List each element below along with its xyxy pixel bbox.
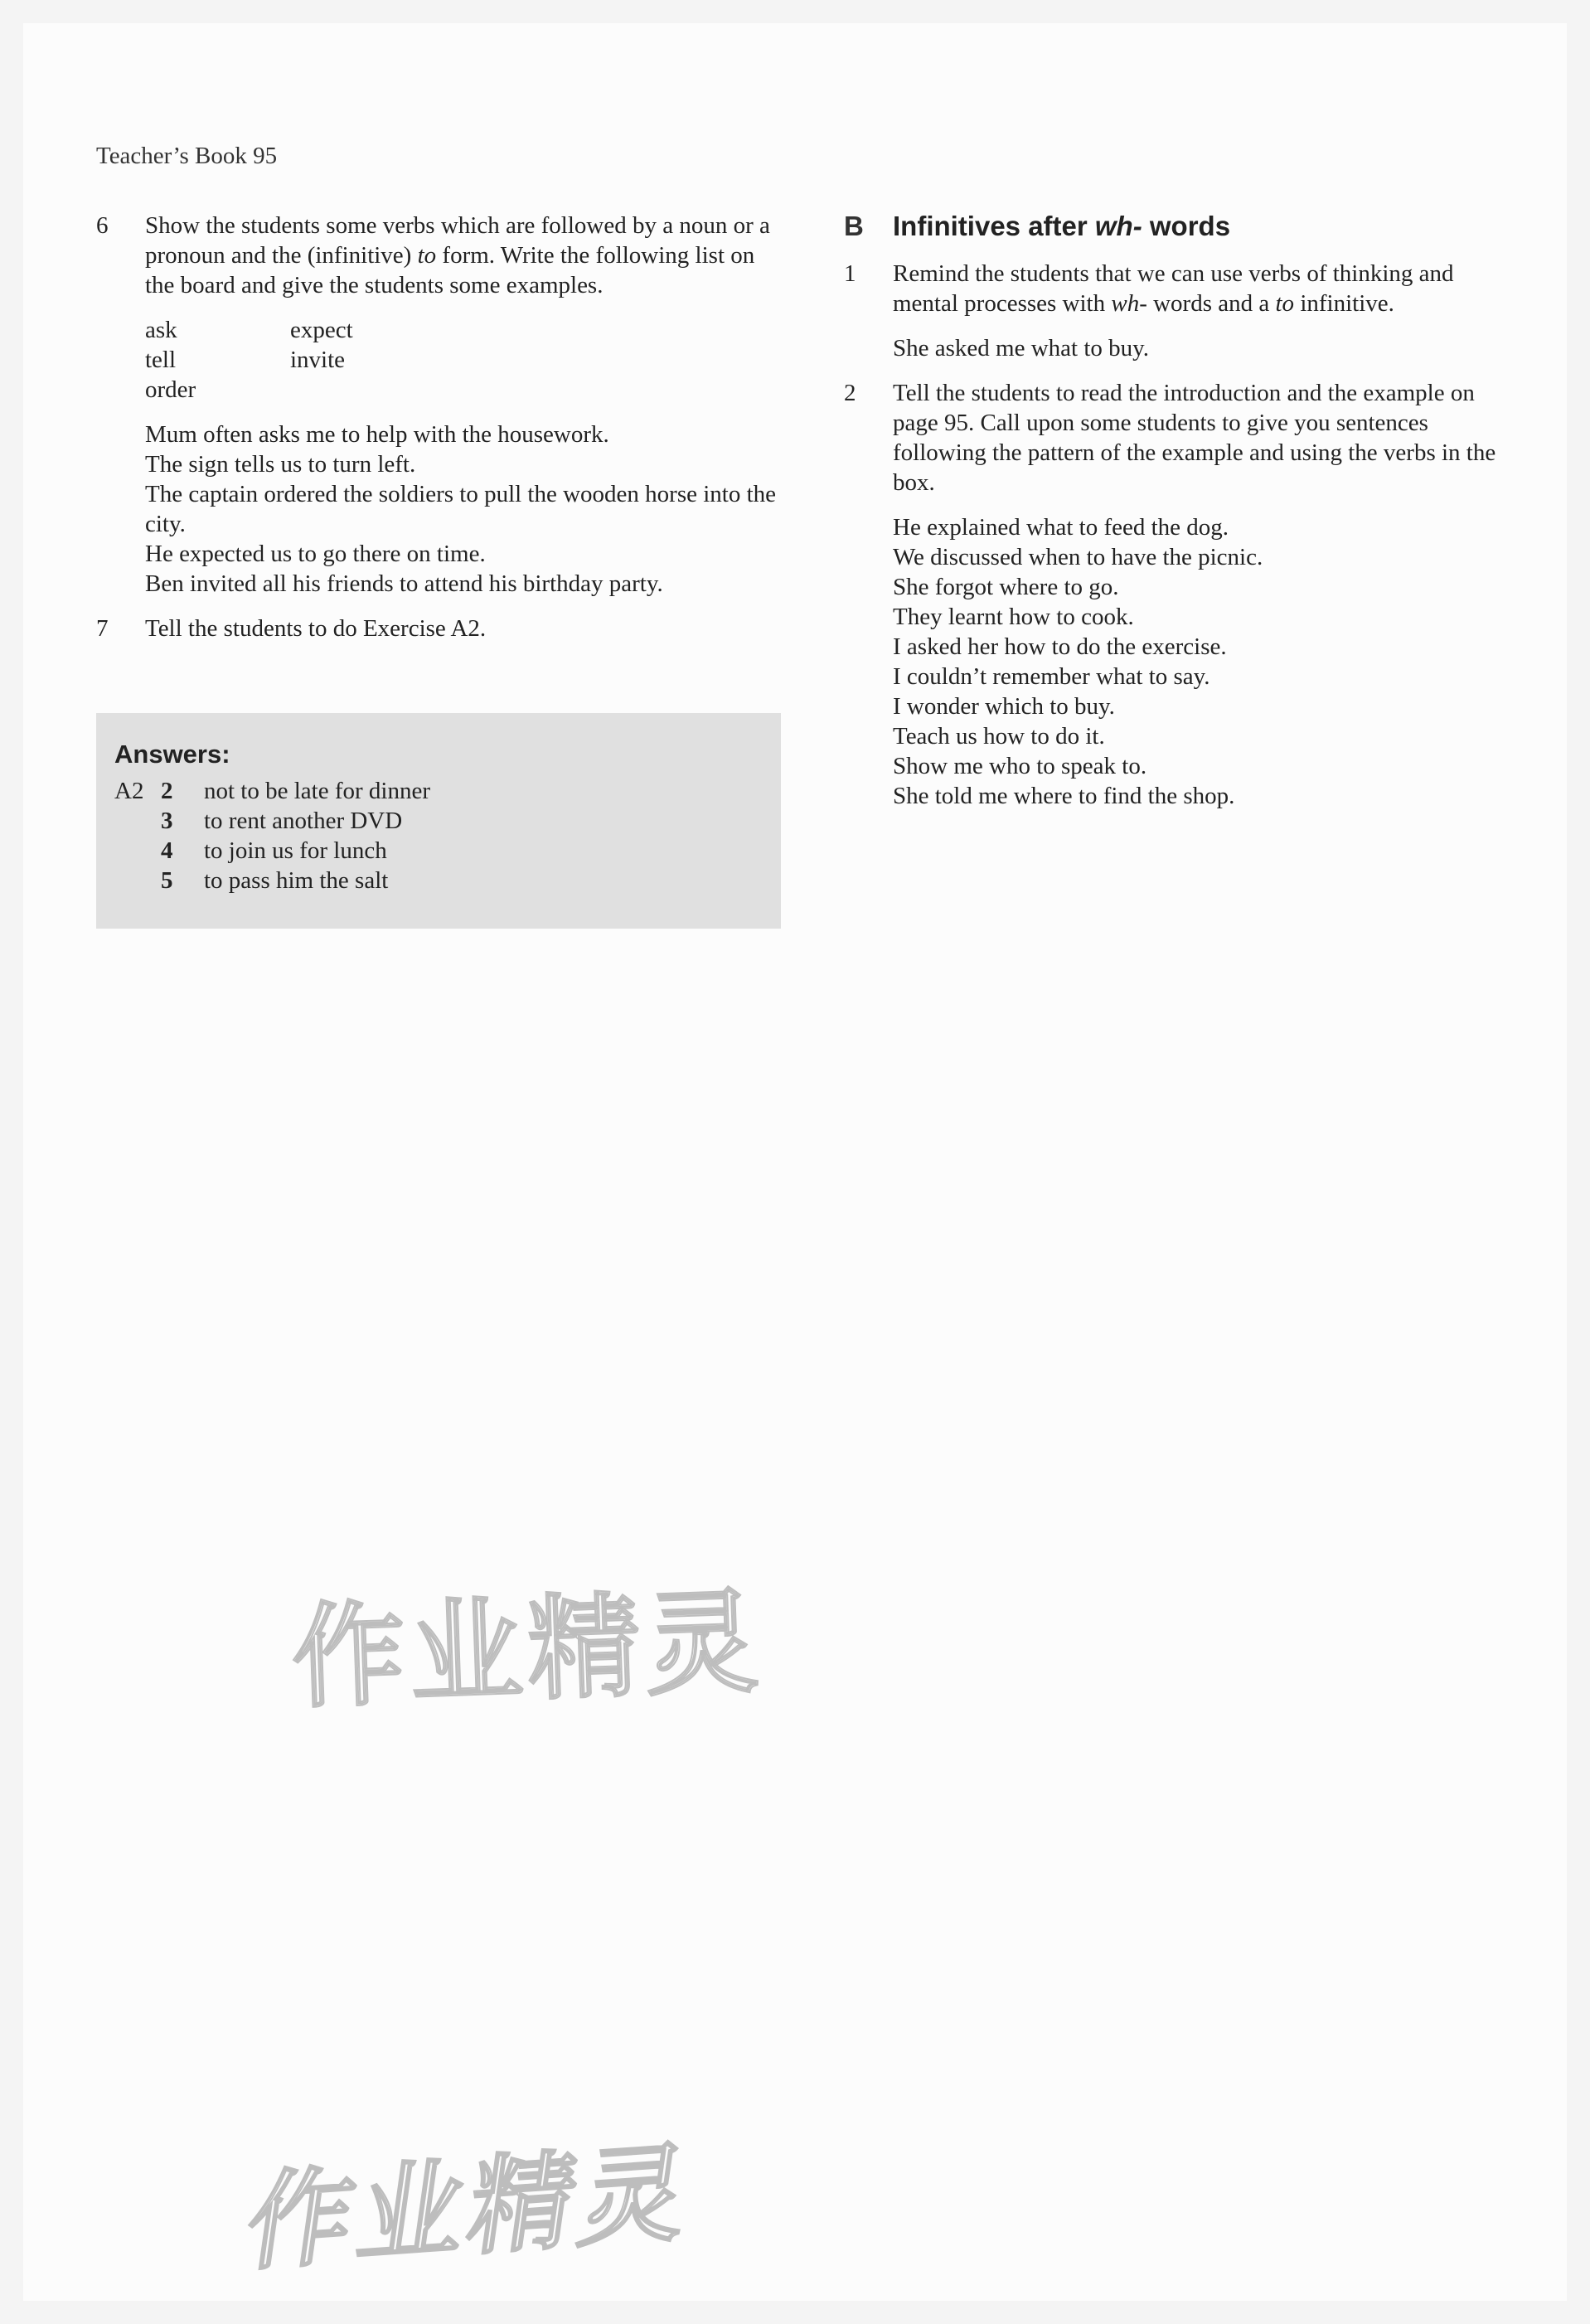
example-sentence: I couldn’t remember what to say. — [893, 663, 1210, 690]
answer-row — [114, 866, 430, 895]
exercise-label: A2 — [114, 778, 144, 804]
item-7-instruction: Tell the students to do Exercise A2. — [145, 615, 487, 642]
answers-box — [96, 713, 781, 929]
example-sentence: The sign tells us to turn left. — [145, 451, 416, 478]
example-sentence: The captain ordered the soldiers to pull the wooden horse into the city. — [145, 481, 777, 537]
verb: ask — [145, 317, 177, 343]
item-number: 6 — [96, 212, 109, 239]
item-number: 1 — [844, 260, 856, 287]
running-head: Teacher’s Book 95 — [96, 143, 278, 169]
item-number: 2 — [844, 380, 856, 406]
example-sentence: He explained what to feed the dog. — [893, 514, 1229, 541]
section-heading — [844, 211, 1524, 247]
example-sentence: I asked her how to do the exercise. — [893, 633, 1227, 660]
example-sentence: She asked me what to buy. — [893, 335, 1150, 361]
example-sentence: Mum often asks me to help with the housework. — [145, 421, 609, 448]
left-column — [96, 211, 784, 658]
example-sentence: Teach us how to do it. — [893, 723, 1105, 750]
watermark-text: 作业精灵 — [239, 2130, 700, 2287]
answers-title: Answers: — [114, 740, 230, 769]
right-column — [844, 211, 1524, 826]
verb: invite — [290, 347, 346, 373]
answer-row — [114, 806, 430, 836]
example-sentences — [145, 420, 784, 599]
watermark-upper — [289, 1550, 765, 1730]
example-sentence: We discussed when to have the picnic. — [893, 544, 1263, 570]
item-7 — [96, 614, 784, 643]
verb: expect — [290, 317, 353, 343]
item-1-instruction: Remind the students that we can use verbs of thinking and mental processes with wh- words and a to infinitive. — [893, 260, 1454, 317]
item-6-instruction: Show the students some verbs which are followed by a noun or a pronoun and the (infinitive) to form. Write the following list on the board and give the students some examples. — [145, 212, 770, 298]
example-sentences — [893, 512, 1524, 811]
verb: tell — [145, 347, 177, 373]
item-number: 7 — [96, 615, 109, 642]
example-sentence: She forgot where to go. — [893, 574, 1119, 600]
answer-row — [114, 776, 430, 806]
answers-list — [114, 776, 430, 895]
answer-number: 4 — [161, 837, 173, 864]
item-6 — [96, 211, 784, 599]
example-sentence: I wonder which to buy. — [893, 693, 1115, 720]
watermark-text: 作业精灵 — [289, 1577, 766, 1725]
example-sentence: She told me where to find the shop. — [893, 783, 1235, 809]
verb-list — [145, 315, 784, 405]
example-sentence: They learnt how to cook. — [893, 604, 1134, 630]
answer-number: 5 — [161, 867, 173, 894]
answer-number: 2 — [161, 778, 173, 804]
answer-text: to join us for lunch — [204, 837, 387, 864]
example-sentence: He expected us to go there on time. — [145, 541, 486, 567]
example-sentence: Ben invited all his friends to attend his birthday party. — [145, 570, 663, 597]
answer-row — [114, 836, 430, 866]
section-title: Infinitives after wh- words — [893, 211, 1231, 241]
verb: order — [145, 376, 196, 403]
watermark-lower — [239, 2106, 704, 2292]
item-1 — [844, 259, 1524, 363]
answer-text: not to be late for dinner — [204, 778, 430, 804]
item-2-instruction: Tell the students to read the introduction and the example on page 95. Call upon some students to give you sentences following the pattern of the example and using the verbs in the box. — [893, 380, 1496, 496]
section-letter: B — [844, 211, 864, 241]
answer-number: 3 — [161, 808, 173, 834]
example-sentence: Show me who to speak to. — [893, 753, 1147, 779]
answer-text: to rent another DVD — [204, 808, 403, 834]
answer-text: to pass him the salt — [204, 867, 389, 894]
item-2 — [844, 378, 1524, 811]
